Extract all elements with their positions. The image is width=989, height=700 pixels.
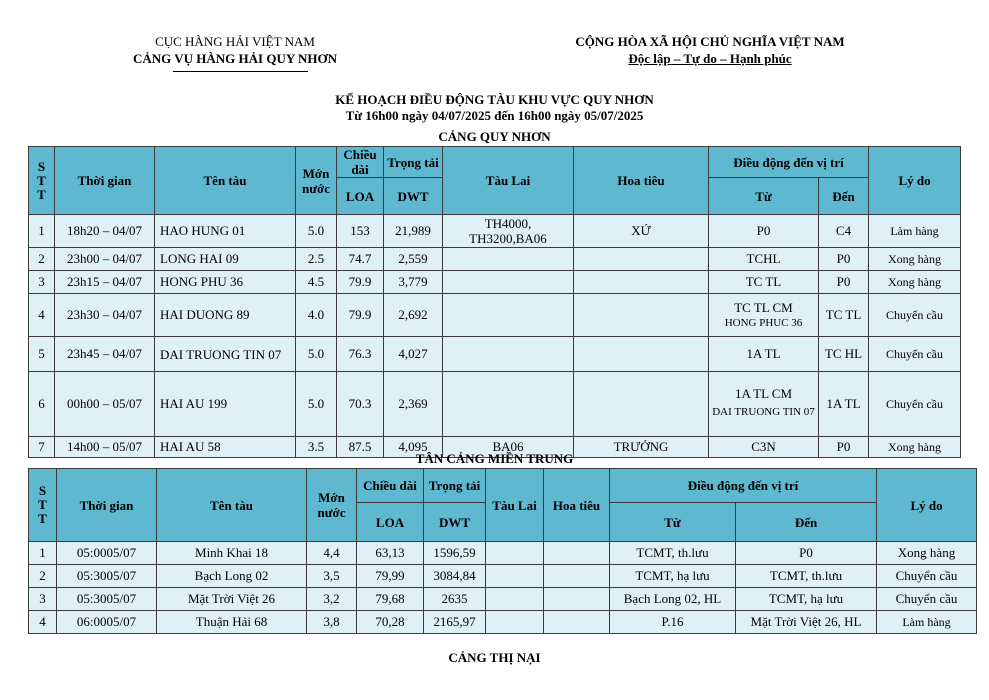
row-to: 1A TL [819, 372, 869, 437]
table-row [29, 215, 961, 248]
header-tug: Tàu Lai [486, 469, 544, 542]
row-tug [486, 542, 544, 565]
row-draft: 5.0 [296, 372, 337, 437]
row-time: 23h45 – 04/07 [55, 337, 155, 372]
row-ship-name: HAI DUONG 89 [155, 294, 296, 337]
national-heading [540, 33, 880, 67]
row-draft: 4.5 [296, 271, 337, 294]
row-from [709, 294, 819, 337]
row-draft: 2.5 [296, 248, 337, 271]
header-stt: S T T [29, 469, 57, 542]
row-stt: 5 [29, 337, 55, 372]
row-time: 00h00 – 05/07 [55, 372, 155, 437]
row-from: TCHL [709, 248, 819, 271]
row-stt: 7 [29, 437, 55, 458]
row-loa: 79,68 [357, 588, 424, 611]
row-pilot: XỨ [574, 215, 709, 248]
row-to: P0 [819, 248, 869, 271]
row-pilot [574, 271, 709, 294]
row-tug [486, 588, 544, 611]
row-stt: 3 [29, 271, 55, 294]
from-location: 1A TL CM [734, 386, 793, 401]
row-dwt: 3,779 [384, 271, 443, 294]
row-ship-name: Minh Khai 18 [157, 542, 307, 565]
row-time: 05:3005/07 [57, 588, 157, 611]
tan-cang-schedule-table [28, 468, 977, 634]
header-draft: Mớn nước [296, 147, 337, 215]
row-tug [443, 294, 574, 337]
row-reason: Xong hàng [869, 271, 961, 294]
row-from: TC TL [709, 271, 819, 294]
row-stt: 2 [29, 248, 55, 271]
document-title: KẾ HOẠCH ĐIỀU ĐỘNG TÀU KHU VỰC QUY NHƠN [335, 92, 654, 107]
row-ship-name: DAI TRUONG TIN 07 [155, 337, 296, 372]
row-from: 1A TL [709, 337, 819, 372]
issuing-authority [100, 33, 370, 67]
country-name: CỘNG HÒA XÃ HỘI CHỦ NGHĨA VIỆT NAM [575, 34, 845, 49]
table-row [29, 565, 977, 588]
row-to: Mặt Trời Việt 26, HL [736, 611, 877, 634]
row-loa: 76.3 [337, 337, 384, 372]
row-reason: Chuyển cầu [877, 588, 977, 611]
row-draft: 3,2 [307, 588, 357, 611]
row-time: 18h20 – 04/07 [55, 215, 155, 248]
row-pilot [544, 588, 610, 611]
row-tug: TH4000, TH3200,BA06 [443, 215, 574, 248]
row-stt: 1 [29, 215, 55, 248]
header-move-to: Điều động đến vị trí [709, 147, 869, 178]
row-pilot [574, 372, 709, 437]
row-tug [443, 271, 574, 294]
row-tug: BA06 [443, 437, 574, 458]
row-reason: Chuyển cầu [869, 337, 961, 372]
row-dwt: 2,559 [384, 248, 443, 271]
row-reason: Làm hàng [869, 215, 961, 248]
row-draft: 3,8 [307, 611, 357, 634]
row-time: 14h00 – 05/07 [55, 437, 155, 458]
row-to: TC TL [819, 294, 869, 337]
section-title-quy-nhon: CẢNG QUY NHƠN [438, 129, 551, 144]
row-loa: 63,13 [357, 542, 424, 565]
row-ship-name: LONG HAI 09 [155, 248, 296, 271]
row-time: 23h15 – 04/07 [55, 271, 155, 294]
header-to: Đến [736, 503, 877, 542]
document-subtitle: Từ 16h00 ngày 04/07/2025 đến 16h00 ngày 05/07/2025 [345, 108, 644, 123]
row-to: TCMT, hạ lưu [736, 588, 877, 611]
row-to: TCMT, th.lưu [736, 565, 877, 588]
row-loa: 79.9 [337, 271, 384, 294]
row-to: TC HL [819, 337, 869, 372]
row-to: P0 [819, 437, 869, 458]
row-tug [443, 337, 574, 372]
row-reason: Xong hàng [877, 542, 977, 565]
row-reason: Xong hàng [869, 248, 961, 271]
row-dwt: 2165,97 [424, 611, 486, 634]
row-reason: Xong hàng [869, 437, 961, 458]
row-dwt: 21,989 [384, 215, 443, 248]
row-time: 23h00 – 04/07 [55, 248, 155, 271]
row-pilot [574, 337, 709, 372]
table-row [29, 294, 961, 337]
header-ship-name: Tên tàu [157, 469, 307, 542]
row-from [709, 372, 819, 437]
header-tonnage: Trọng tải [384, 147, 443, 178]
table-row [29, 271, 961, 294]
row-ship-name: Bạch Long 02 [157, 565, 307, 588]
row-reason: Làm hàng [877, 611, 977, 634]
header-move-to: Điều động đến vị trí [610, 469, 877, 503]
header-time: Thời gian [57, 469, 157, 542]
row-reason: Chuyển cầu [877, 565, 977, 588]
row-time: 23h30 – 04/07 [55, 294, 155, 337]
table-row [29, 248, 961, 271]
from-location-detail: HONG PHUC 36 [724, 316, 803, 329]
row-pilot [544, 565, 610, 588]
row-to: P0 [819, 271, 869, 294]
row-draft: 4.0 [296, 294, 337, 337]
row-draft: 3,5 [307, 565, 357, 588]
header-length: Chiều dài [357, 469, 424, 503]
row-from: Bạch Long 02, HL [610, 588, 736, 611]
row-from: P.16 [610, 611, 736, 634]
row-stt: 4 [29, 611, 57, 634]
row-loa: 153 [337, 215, 384, 248]
header-dwt: DWT [424, 503, 486, 542]
row-from: TCMT, th.lưu [610, 542, 736, 565]
header-dwt: DWT [384, 178, 443, 215]
row-stt: 4 [29, 294, 55, 337]
header-tonnage: Trọng tải [424, 469, 486, 503]
header-draft: Mớn nước [307, 469, 357, 542]
row-tug [486, 565, 544, 588]
row-ship-name: HAO HUNG 01 [155, 215, 296, 248]
row-draft: 5.0 [296, 337, 337, 372]
header-ship-name: Tên tàu [155, 147, 296, 215]
row-loa: 74.7 [337, 248, 384, 271]
from-location: TC TL CM [734, 299, 793, 315]
row-ship-name: HAI AU 58 [155, 437, 296, 458]
header-pilot: Hoa tiêu [544, 469, 610, 542]
row-loa: 79.9 [337, 294, 384, 337]
row-tug [486, 611, 544, 634]
row-draft: 3.5 [296, 437, 337, 458]
header-loa: LOA [357, 503, 424, 542]
row-from: TCMT, hạ lưu [610, 565, 736, 588]
table-row [29, 372, 961, 437]
row-stt: 3 [29, 588, 57, 611]
row-pilot [544, 542, 610, 565]
header-divider [173, 71, 308, 72]
row-loa: 87.5 [337, 437, 384, 458]
header-from: Từ [610, 503, 736, 542]
row-stt: 1 [29, 542, 57, 565]
row-ship-name: Mặt Trời Việt 26 [157, 588, 307, 611]
row-loa: 70,28 [357, 611, 424, 634]
table-row [29, 337, 961, 372]
authority-line1: CỤC HÀNG HẢI VIỆT NAM [155, 34, 315, 49]
row-loa: 79,99 [357, 565, 424, 588]
section-title-tan-cang: TÂN CẢNG MIỀN TRUNG [415, 451, 574, 466]
row-from: C3N [709, 437, 819, 458]
header-from: Từ [709, 178, 819, 215]
row-ship-name: HAI AU 199 [155, 372, 296, 437]
header-tug: Tàu Lai [443, 147, 574, 215]
row-dwt: 2,369 [384, 372, 443, 437]
row-to: P0 [736, 542, 877, 565]
row-dwt: 4,095 [384, 437, 443, 458]
header-reason: Lý do [869, 147, 961, 215]
header-reason: Lý do [877, 469, 977, 542]
row-dwt: 3084,84 [424, 565, 486, 588]
row-ship-name: HONG PHU 36 [155, 271, 296, 294]
quy-nhon-schedule-table [28, 146, 961, 458]
authority-line2: CẢNG VỤ HÀNG HẢI QUY NHƠN [132, 51, 338, 66]
row-dwt: 2635 [424, 588, 486, 611]
header-time: Thời gian [55, 147, 155, 215]
table-row [29, 611, 977, 634]
section-title-thi-nai: CẢNG THỊ NẠI [448, 650, 541, 665]
row-reason: Chuyển cầu [869, 294, 961, 337]
row-time: 06:0005/07 [57, 611, 157, 634]
row-time: 05:0005/07 [57, 542, 157, 565]
header-length: Chiều dài [337, 147, 384, 178]
row-to: C4 [819, 215, 869, 248]
from-location-detail: DAI TRUONG TIN 07 [712, 406, 815, 418]
row-tug [443, 248, 574, 271]
row-dwt: 2,692 [384, 294, 443, 337]
row-ship-name: Thuận Hải 68 [157, 611, 307, 634]
row-dwt: 1596,59 [424, 542, 486, 565]
row-tug [443, 372, 574, 437]
row-draft: 5.0 [296, 215, 337, 248]
row-pilot [544, 611, 610, 634]
row-pilot [574, 248, 709, 271]
table-row [29, 542, 977, 565]
row-pilot [574, 294, 709, 337]
row-stt: 6 [29, 372, 55, 437]
header-pilot: Hoa tiêu [574, 147, 709, 215]
row-reason: Chuyển cầu [869, 372, 961, 437]
row-pilot: TRƯỞNG [574, 437, 709, 458]
header-stt: S T T [29, 147, 55, 215]
header-loa: LOA [337, 178, 384, 215]
header-to: Đến [819, 178, 869, 215]
table-row [29, 588, 977, 611]
row-from: P0 [709, 215, 819, 248]
national-motto: Độc lập – Tự do – Hạnh phúc [628, 51, 792, 66]
row-time: 05:3005/07 [57, 565, 157, 588]
row-stt: 2 [29, 565, 57, 588]
row-dwt: 4,027 [384, 337, 443, 372]
row-draft: 4,4 [307, 542, 357, 565]
row-loa: 70.3 [337, 372, 384, 437]
